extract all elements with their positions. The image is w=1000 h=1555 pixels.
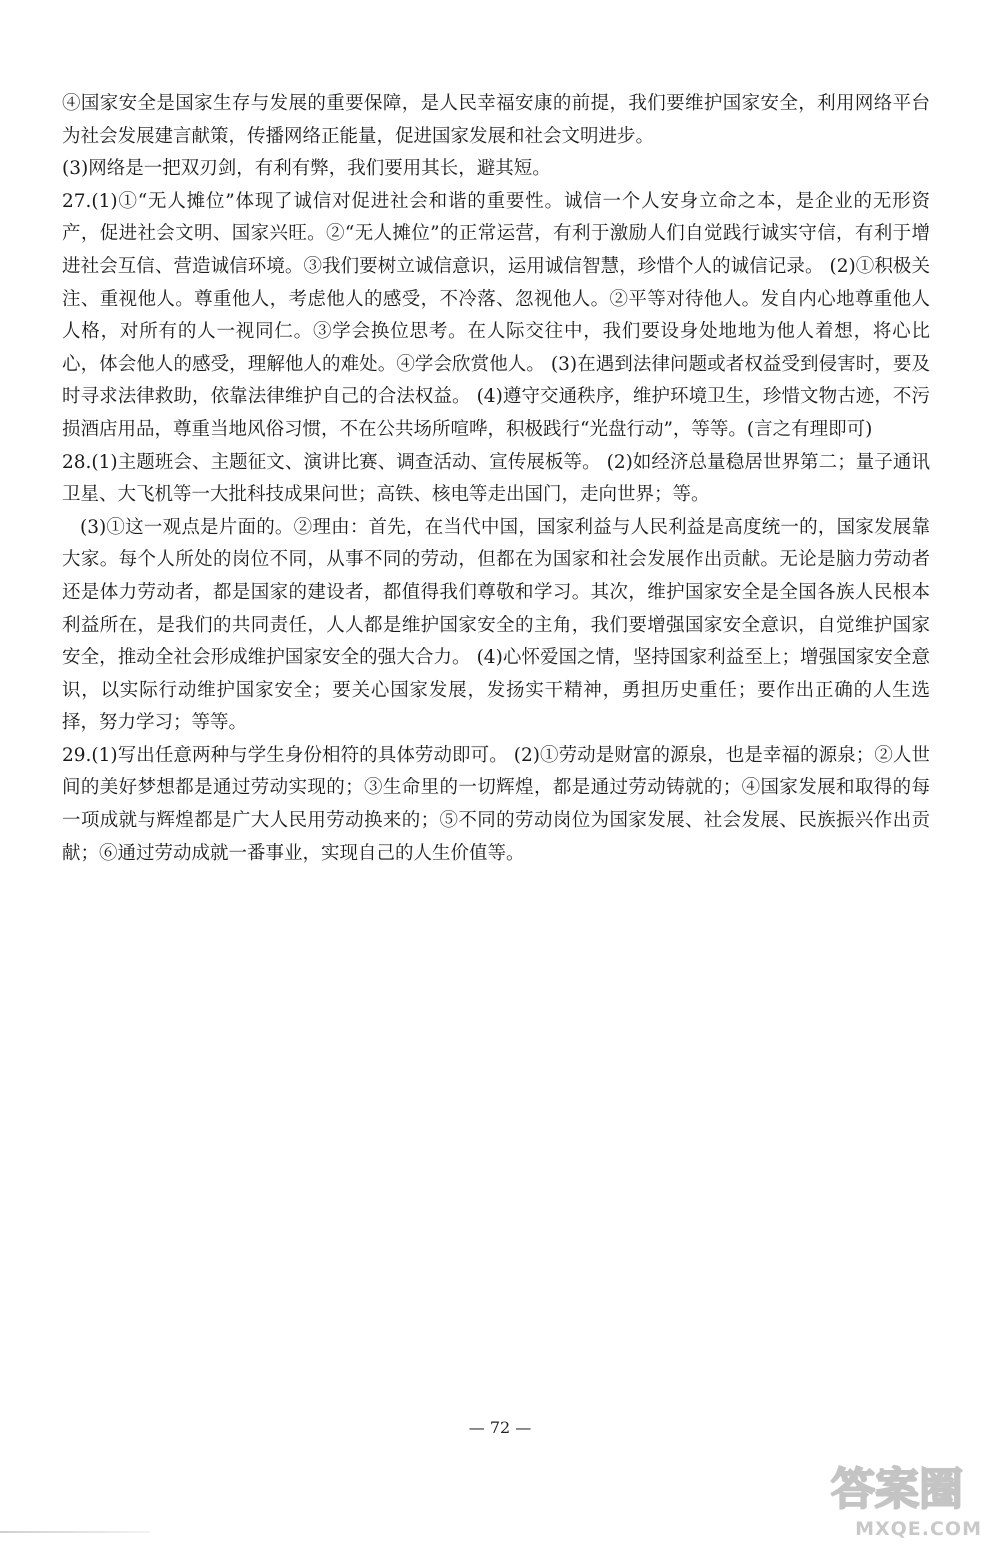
answer-paragraph-28: 28.(1)主题班会、主题征文、演讲比赛、调查活动、宣传展板等。 (2)如经济总量稳居世界第二；量子通讯卫星、大飞机等一大批科技成果问世；高铁、核电等走出国门，走向世界；等。 bbox=[62, 451, 930, 506]
answer-paragraph-27: 27.(1)①“无人摊位”体现了诚信对促进社会和谐的重要性。诚信一个人安身立命之本，是企业的无形资产，促进社会文明、国家兴旺。②“无人摊位”的正常运营，有利于激励人们自觉践行诚实守信，有利于增进社会互信、营造诚信环境。③我们要树立诚信意识，运用诚信智慧，珍惜个人的诚信记录。 (2)①积极关注、重视他人。尊重他人，考虑他人的感受，不冷落、忽视他人。②平等对待他人。发自内心地尊重他人人格，对所有的人一视同仁。③学会换位思考。在人际交往中，我们要设身处地地为他人着想，将心比心，体会他人的感受，理解他人的难处。④学会欣赏他人。 (3)在遇到法律问题或者权益受到侵害时，要及时寻求法律救助，依靠法律维护自己的合法权益。 (4)遵守交通秩序，维护环境卫生，珍惜文物古迹，不污损酒店用品，尊重当地风俗习惯，不在公共场所喧哗，积极践行“光盘行动”，等等。(言之有理即可) bbox=[62, 190, 930, 440]
watermark-logo bbox=[825, 1456, 990, 1516]
answer-paragraph-28-part3: (3)①这一观点是片面的。②理由：首先，在当代中国，国家利益与人民利益是高度统一的，国家发展靠大家。每个人所处的岗位不同，从事不同的劳动，但都在为国家和社会发展作出贡献。无论是脑力劳动者还是体力劳动者，都是国家的建设者，都值得我们尊敬和学习。其次，维护国家安全是全国各族人民根本利益所在，是我们的共同责任，人人都是维护国家安全的主角，我们要增强国家安全意识，自觉维护国家安全，推动全社会形成维护国家安全的强大合力。 (4)心怀爱国之情，坚持国家利益至上；增强国家安全意识，以实际行动维护国家安全；要关心国家发展，发扬实干精神，勇担历史重任；要作出正确的人生选择，努力学习；等等。 bbox=[62, 516, 930, 734]
answer-paragraph-26-part3: (3)网络是一把双刃剑，有利有弊，我们要用其长，避其短。 bbox=[62, 158, 551, 180]
footer-rule bbox=[0, 1531, 150, 1533]
answer-content bbox=[62, 88, 930, 870]
answer-paragraph-29: 29.(1)写出任意两种与学生身份相符的具体劳动即可。 (2)①劳动是财富的源泉，也是幸福的源泉；②人世间的美好梦想都是通过劳动实现的；③生命里的一切辉煌，都是通过劳动铸就的；④国家发展和取得的每一项成就与辉煌都是广大人民用劳动换来的；⑤不同的劳动岗位为国家发展、社会发展、民族振兴作出贡献；⑥通过劳动成就一番事业，实现自己的人生价值等。 bbox=[62, 744, 930, 864]
svg-text:答案圈: 答案圈 bbox=[831, 1464, 963, 1515]
watermark-domain: MXQE.COM bbox=[855, 1518, 982, 1540]
watermark bbox=[825, 1456, 990, 1551]
answer-paragraph-26-item4: ④国家安全是国家生存与发展的重要保障，是人民幸福安康的前提，我们要维护国家安全，利用网络平台为社会发展建言献策，传播网络正能量，促进国家发展和社会文明进步。 bbox=[62, 93, 930, 147]
page-number: — 72 — bbox=[468, 1418, 532, 1437]
